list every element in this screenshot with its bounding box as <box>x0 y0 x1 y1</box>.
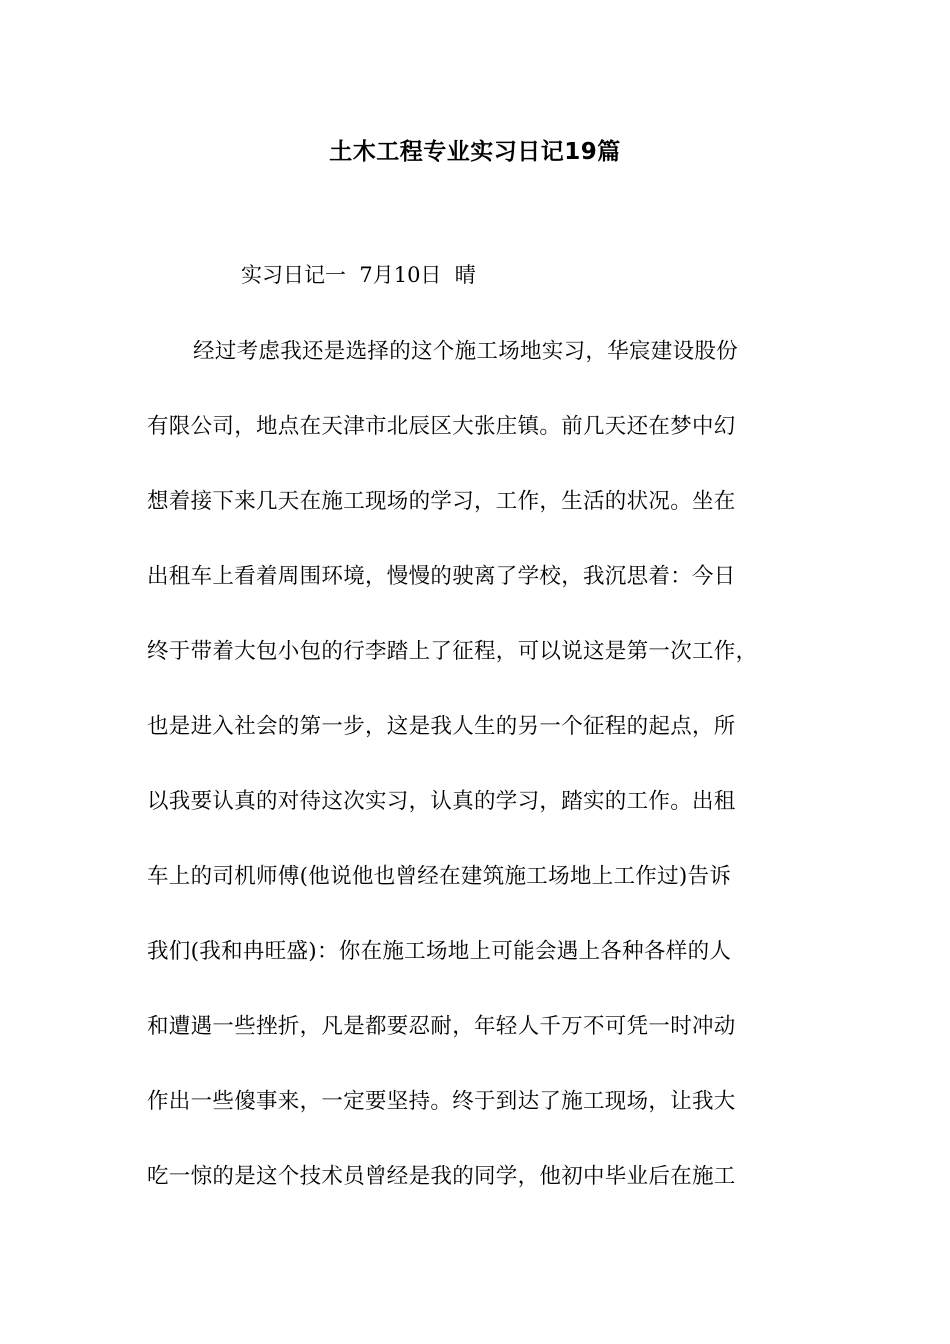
paragraph-line: 作出一些傻事来，一定要坚持。终于到达了施工现场，让我大 <box>147 1089 736 1114</box>
paragraph-line: 我们(我和冉旺盛)：你在施工场地上可能会遇上各种各样的人 <box>147 939 732 964</box>
paragraph-line: 和遭遇一些挫折，凡是都要忍耐，年轻人千万不可凭一时冲动 <box>147 1014 736 1039</box>
diary-body <box>147 332 827 1232</box>
paragraph-line: 车上的司机师傅(他说他也曾经在建筑施工场地上工作过)告诉 <box>147 864 732 889</box>
paragraph-line: 以我要认真的对待这次实习，认真的学习，踏实的工作。出租 <box>147 789 736 814</box>
diary-entry-heading: 实习日记一 7月10日 晴 <box>241 263 476 287</box>
document-title: 土木工程专业实习日记19篇 <box>329 139 621 165</box>
paragraph-line: 想着接下来几天在施工现场的学习，工作，生活的状况。坐在 <box>147 489 736 514</box>
paragraph-line: 经过考虑我还是选择的这个施工场地实习，华宸建设股份 <box>193 339 739 364</box>
paragraph-line: 终于带着大包小包的行李踏上了征程，可以说这是第一次工作， <box>147 639 758 664</box>
paragraph-line: 有限公司，地点在天津市北辰区大张庄镇。前几天还在梦中幻 <box>147 414 736 439</box>
paragraph-line: 出租车上看着周围环境，慢慢的驶离了学校，我沉思着：今日 <box>147 564 736 589</box>
paragraph-line: 吃一惊的是这个技术员曾经是我的同学，他初中毕业后在施工 <box>147 1164 736 1189</box>
paragraph-line: 也是进入社会的第一步，这是我人生的另一个征程的起点，所 <box>147 714 736 739</box>
